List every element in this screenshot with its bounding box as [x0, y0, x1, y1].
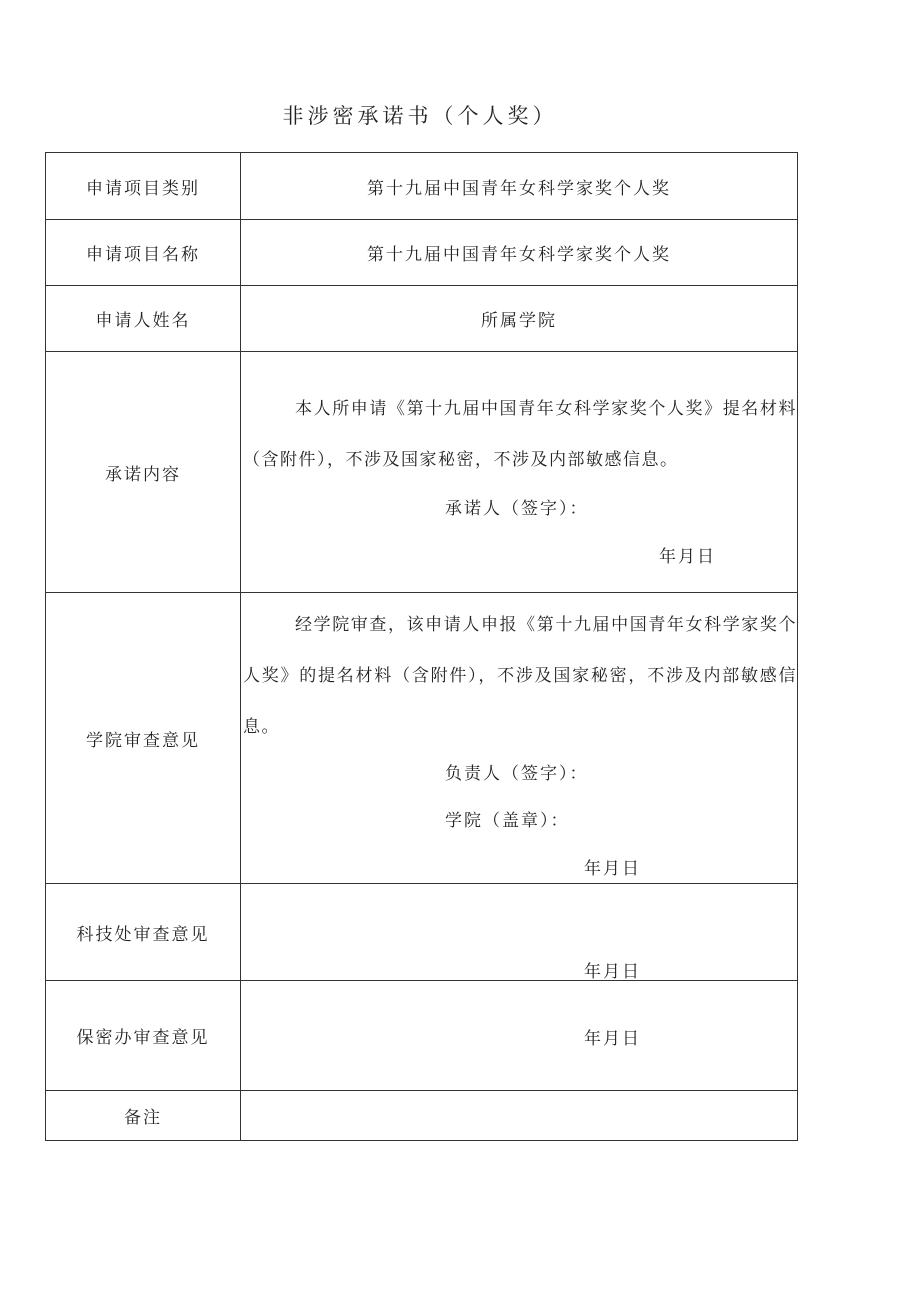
commitment-text: 本人所申请《第十九届中国青年女科学家奖个人奖》提名材料（含附件），不涉及国家秘密，不涉及内部敏感信息。 — [243, 399, 797, 470]
college-responsible-signer: 负责人（签字）： — [445, 764, 589, 784]
row-project-category — [46, 153, 798, 220]
row-commitment — [46, 352, 798, 593]
commitment-date: 年月日 — [659, 547, 716, 567]
college-review-label: 学院审查意见 — [46, 593, 241, 884]
row-college-review — [46, 593, 798, 884]
row-project-name — [46, 220, 798, 286]
document-title: 非涉密承诺书（个人奖） — [282, 104, 558, 128]
row-tech-review — [46, 884, 798, 981]
commitment-form-table — [45, 152, 798, 1141]
row-secrecy-review — [46, 981, 798, 1091]
tech-review-date: 年月日 — [584, 962, 641, 982]
college-seal: 学院（盖章）： — [445, 811, 570, 831]
project-name-value: 第十九届中国青年女科学家奖个人奖 — [241, 220, 798, 286]
project-name-label: 申请项目名称 — [46, 220, 241, 286]
applicant-name-label: 申请人姓名 — [46, 286, 241, 352]
college-review-date: 年月日 — [584, 859, 641, 879]
college-review-cell — [241, 593, 798, 884]
project-category-label: 申请项目类别 — [46, 153, 241, 220]
commitment-label: 承诺内容 — [46, 352, 241, 593]
tech-review-cell — [241, 884, 798, 981]
row-applicant-name — [46, 286, 798, 352]
applicant-college-value: 所属学院 — [241, 286, 798, 352]
secrecy-review-date: 年月日 — [584, 1029, 641, 1049]
remarks-value — [241, 1091, 798, 1141]
row-remarks — [46, 1091, 798, 1141]
tech-review-label: 科技处审查意见 — [46, 884, 241, 981]
project-category-value: 第十九届中国青年女科学家奖个人奖 — [241, 153, 798, 220]
college-review-text: 经学院审查，该申请人申报《第十九届中国青年女科学家奖个人奖》的提名材料（含附件），不涉及国家秘密，不涉及内部敏感信息。 — [243, 615, 797, 737]
secrecy-review-label: 保密办审查意见 — [46, 981, 241, 1091]
secrecy-review-cell — [241, 981, 798, 1091]
remarks-label: 备注 — [46, 1091, 241, 1141]
commitment-cell — [241, 352, 798, 593]
commitment-signer: 承诺人（签字）： — [445, 499, 589, 519]
